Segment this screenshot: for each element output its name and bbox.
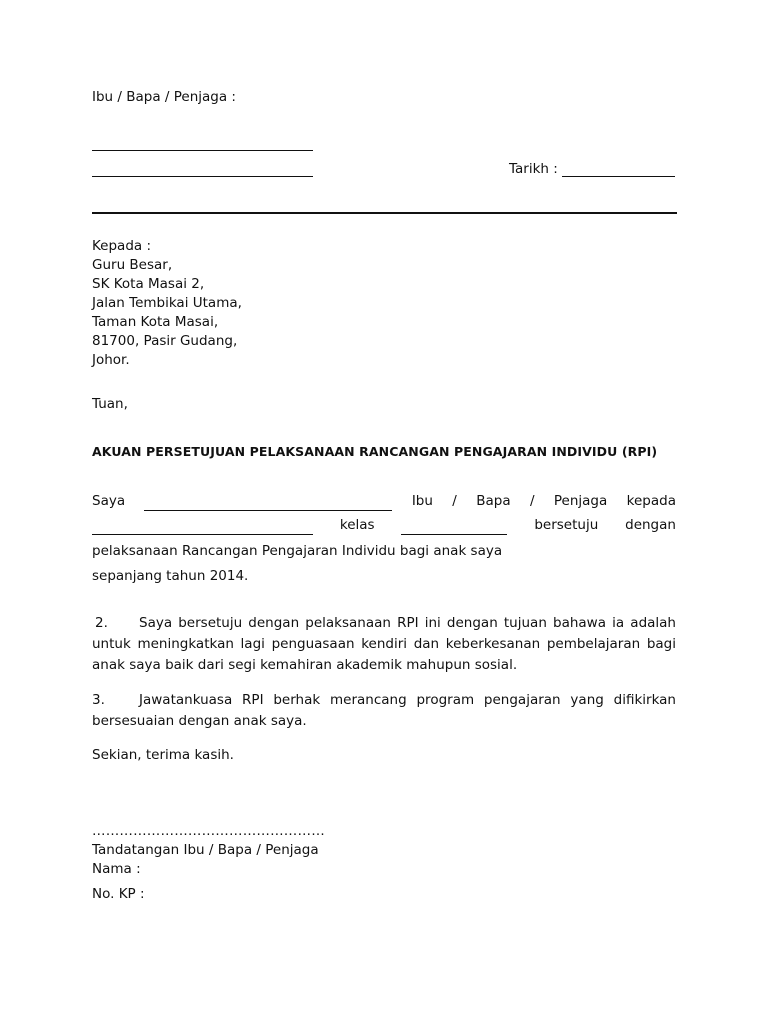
recipient-line-3: Jalan Tembikai Utama, — [92, 295, 242, 311]
p1-saya: Saya — [92, 493, 126, 509]
closing: Sekian, terima kasih. — [92, 747, 234, 763]
recipient-kepada: Kepada : — [92, 238, 152, 254]
p1-dengan: dengan — [625, 517, 676, 533]
p1-penjaga: Penjaga — [553, 493, 608, 509]
signature-ic-label: No. KP : — [92, 886, 145, 902]
paragraph-2 — [92, 613, 676, 676]
parent-name-blank-2[interactable] — [92, 176, 313, 177]
recipient-line-5: 81700, Pasir Gudang, — [92, 333, 238, 349]
document-title: AKUAN PERSETUJUAN PELAKSANAAN RANCANGAN PENGAJARAN INDIVIDU (RPI) — [92, 444, 658, 459]
salutation: Tuan, — [92, 396, 128, 412]
recipient-line-2: SK Kota Masai 2, — [92, 276, 205, 292]
signature-name-label: Nama : — [92, 861, 141, 877]
paragraph-3-number: 3. — [92, 692, 105, 708]
p1-child-blank[interactable] — [92, 520, 313, 535]
paragraph-2-text: Saya bersetuju dengan pelaksanaan RPI ini dengan tujuan bahawa ia adalah untuk meningkatkan lagi penguasaan kendiri dan keberkesanan pembelajaran bagi anak saya baik dari segi kemahiran akademik mahupun sosial. — [92, 615, 676, 673]
p1-kepada: kepada — [626, 493, 676, 509]
p1-slash-2: / — [529, 493, 535, 509]
paragraph-3-text: Jawatankuasa RPI berhak merancang program pengajaran yang difikirkan bersesuaian dengan anak saya. — [92, 692, 676, 729]
paragraph-1-line-3: pelaksanaan Rancangan Pengajaran Individu bagi anak saya — [92, 543, 503, 559]
parent-label: Ibu / Bapa / Penjaga : — [92, 89, 236, 105]
p1-class-blank[interactable] — [401, 520, 507, 535]
parent-name-blank-1[interactable] — [92, 150, 313, 151]
paragraph-1-line-2 — [92, 516, 676, 535]
date-blank[interactable] — [562, 176, 675, 177]
recipient-line-4: Taman Kota Masai, — [92, 314, 219, 330]
recipient-line-6: Johor. — [92, 352, 130, 368]
p1-kelas: kelas — [339, 517, 375, 533]
date-label: Tarikh : — [509, 161, 558, 177]
p1-slash-1: / — [452, 493, 457, 509]
signature-label: Tandatangan Ibu / Bapa / Penjaga — [92, 842, 319, 858]
paragraph-1-line-1 — [92, 492, 676, 511]
paragraph-2-number: 2. — [95, 615, 108, 631]
signature-dots[interactable]: …………………………………………… — [92, 823, 325, 839]
paragraph-3 — [92, 690, 676, 732]
p1-bapa: Bapa — [476, 493, 511, 509]
p1-bersetuju: bersetuju — [534, 517, 599, 533]
paragraph-1-line-4: sepanjang tahun 2014. — [92, 568, 249, 584]
header-divider — [92, 212, 677, 214]
p1-name-blank[interactable] — [144, 496, 392, 511]
p1-ibu: Ibu — [411, 493, 433, 509]
recipient-line-1: Guru Besar, — [92, 257, 173, 273]
